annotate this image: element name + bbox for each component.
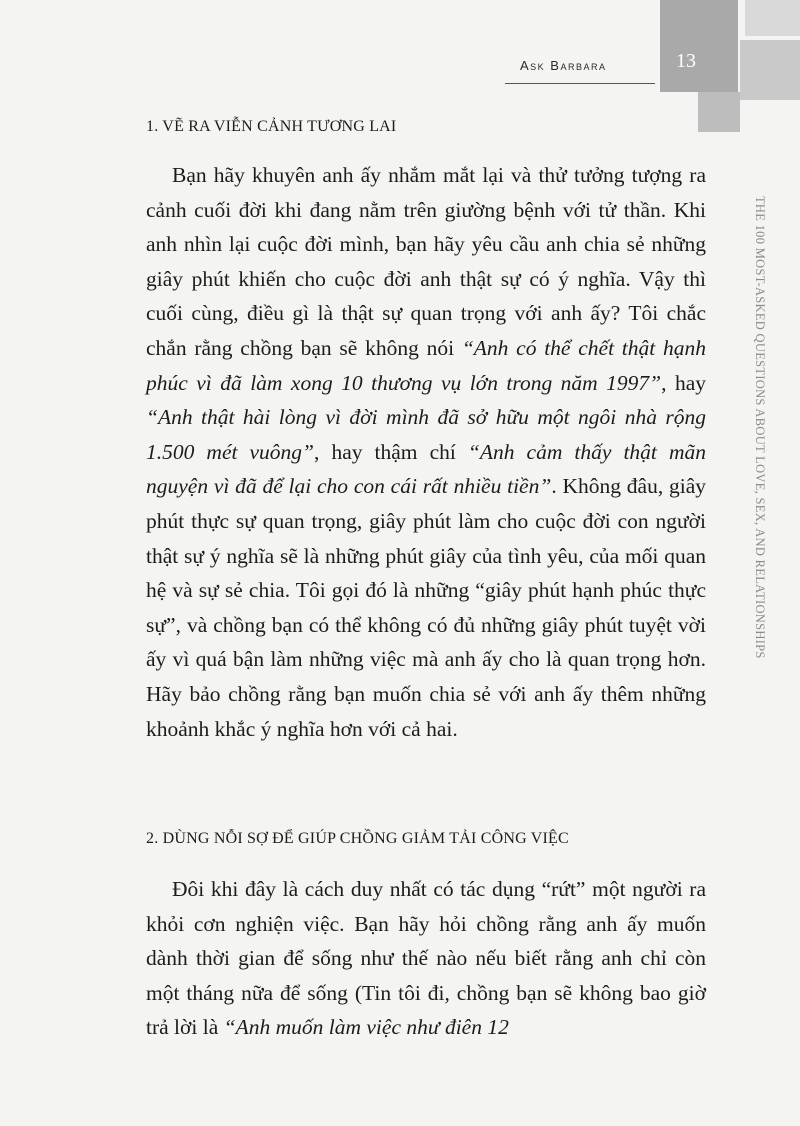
decor-square-light [745, 0, 800, 36]
quote-italic: “Anh muốn làm việc như điên 12 [223, 1015, 509, 1040]
text-run: , hay [661, 370, 707, 395]
page-body [146, 112, 707, 1040]
decor-square-dark [660, 0, 738, 92]
running-head-title: Ask Barbara [520, 58, 607, 73]
side-book-title: THE 100 MOST-ASKED QUESTIONS ABOUT LOVE, SEX, AND RELATIONSHIPS [753, 196, 767, 659]
text-run: , hay thậm chí [314, 439, 468, 464]
decor-square-mid [740, 40, 800, 100]
quote-italic: “Anh cảm thấy thật mãn nguyện vì đã để lại cho con cái rất nhiều tiền” [146, 439, 706, 499]
text-run: Đôi khi đây là cách duy nhất có tác dụng “rứt” một người ra khỏi cơn nghiện việc. Bạn hãy hỏi chồng rằng anh ấy muốn dành thời gian để sống như thế nào nếu biết rằng anh chỉ còn một tháng nữa để sống (Tin tôi đi, chồng bạn sẽ không bao giờ trả lời là [146, 877, 706, 1040]
text-run: Bạn hãy khuyên anh ấy nhắm mắt lại và thử tưởng tượng ra cảnh cuối đời khi đang nằm trên giường bệnh với tử thần. Khi anh nhìn lại cuộc đời mình, bạn hãy yêu cầu anh chia sẻ những giây phút khiến cho cuộc đời anh thật sự có ý nghĩa. Vậy thì cuối cùng, điều gì là thật sự quan trọng với anh ấy? Tôi chắc chắn rằng chồng bạn sẽ không nói [146, 163, 706, 360]
page-number: 13 [676, 50, 696, 72]
quote-italic: “Anh thật hài lòng vì đời mình đã sở hữu một ngôi nhà rộng 1.500 mét vuông” [146, 405, 706, 464]
section-heading-2: 2. DÙNG NỖI SỢ ĐỂ GIÚP CHỒNG GIẢM TẢI CÔNG VIỆC [146, 830, 569, 847]
text-run: . Không đâu, giây phút thực sự quan trọng, giây phút làm cho cuộc đời con người thật sự ý nghĩa sẽ là những phút giây của tình yêu, của mối quan hệ và sự sẻ chia. Tôi gọi đó là những “giây phút hạnh phúc thực sự”, và chồng bạn có thể không có đủ những giây phút tuyệt vời ấy vì quá bận làm những việc mà anh ấy cho là quan trọng hơn. Hãy bảo chồng rằng bạn muốn chia sẻ với anh ấy thêm những khoảnh khắc ý nghĩa hơn với cả hai. [146, 474, 706, 741]
header-rule [505, 83, 655, 84]
section-heading-1: 1. VẼ RA VIỄN CẢNH TƯƠNG LAI [146, 118, 397, 135]
section-paragraph-2 [146, 872, 706, 1045]
section-paragraph-1 [146, 158, 706, 746]
quote-italic: “Anh có thể chết thật hạnh phúc vì đã làm xong 10 thương vụ lớn trong năm 1997” [146, 335, 706, 395]
